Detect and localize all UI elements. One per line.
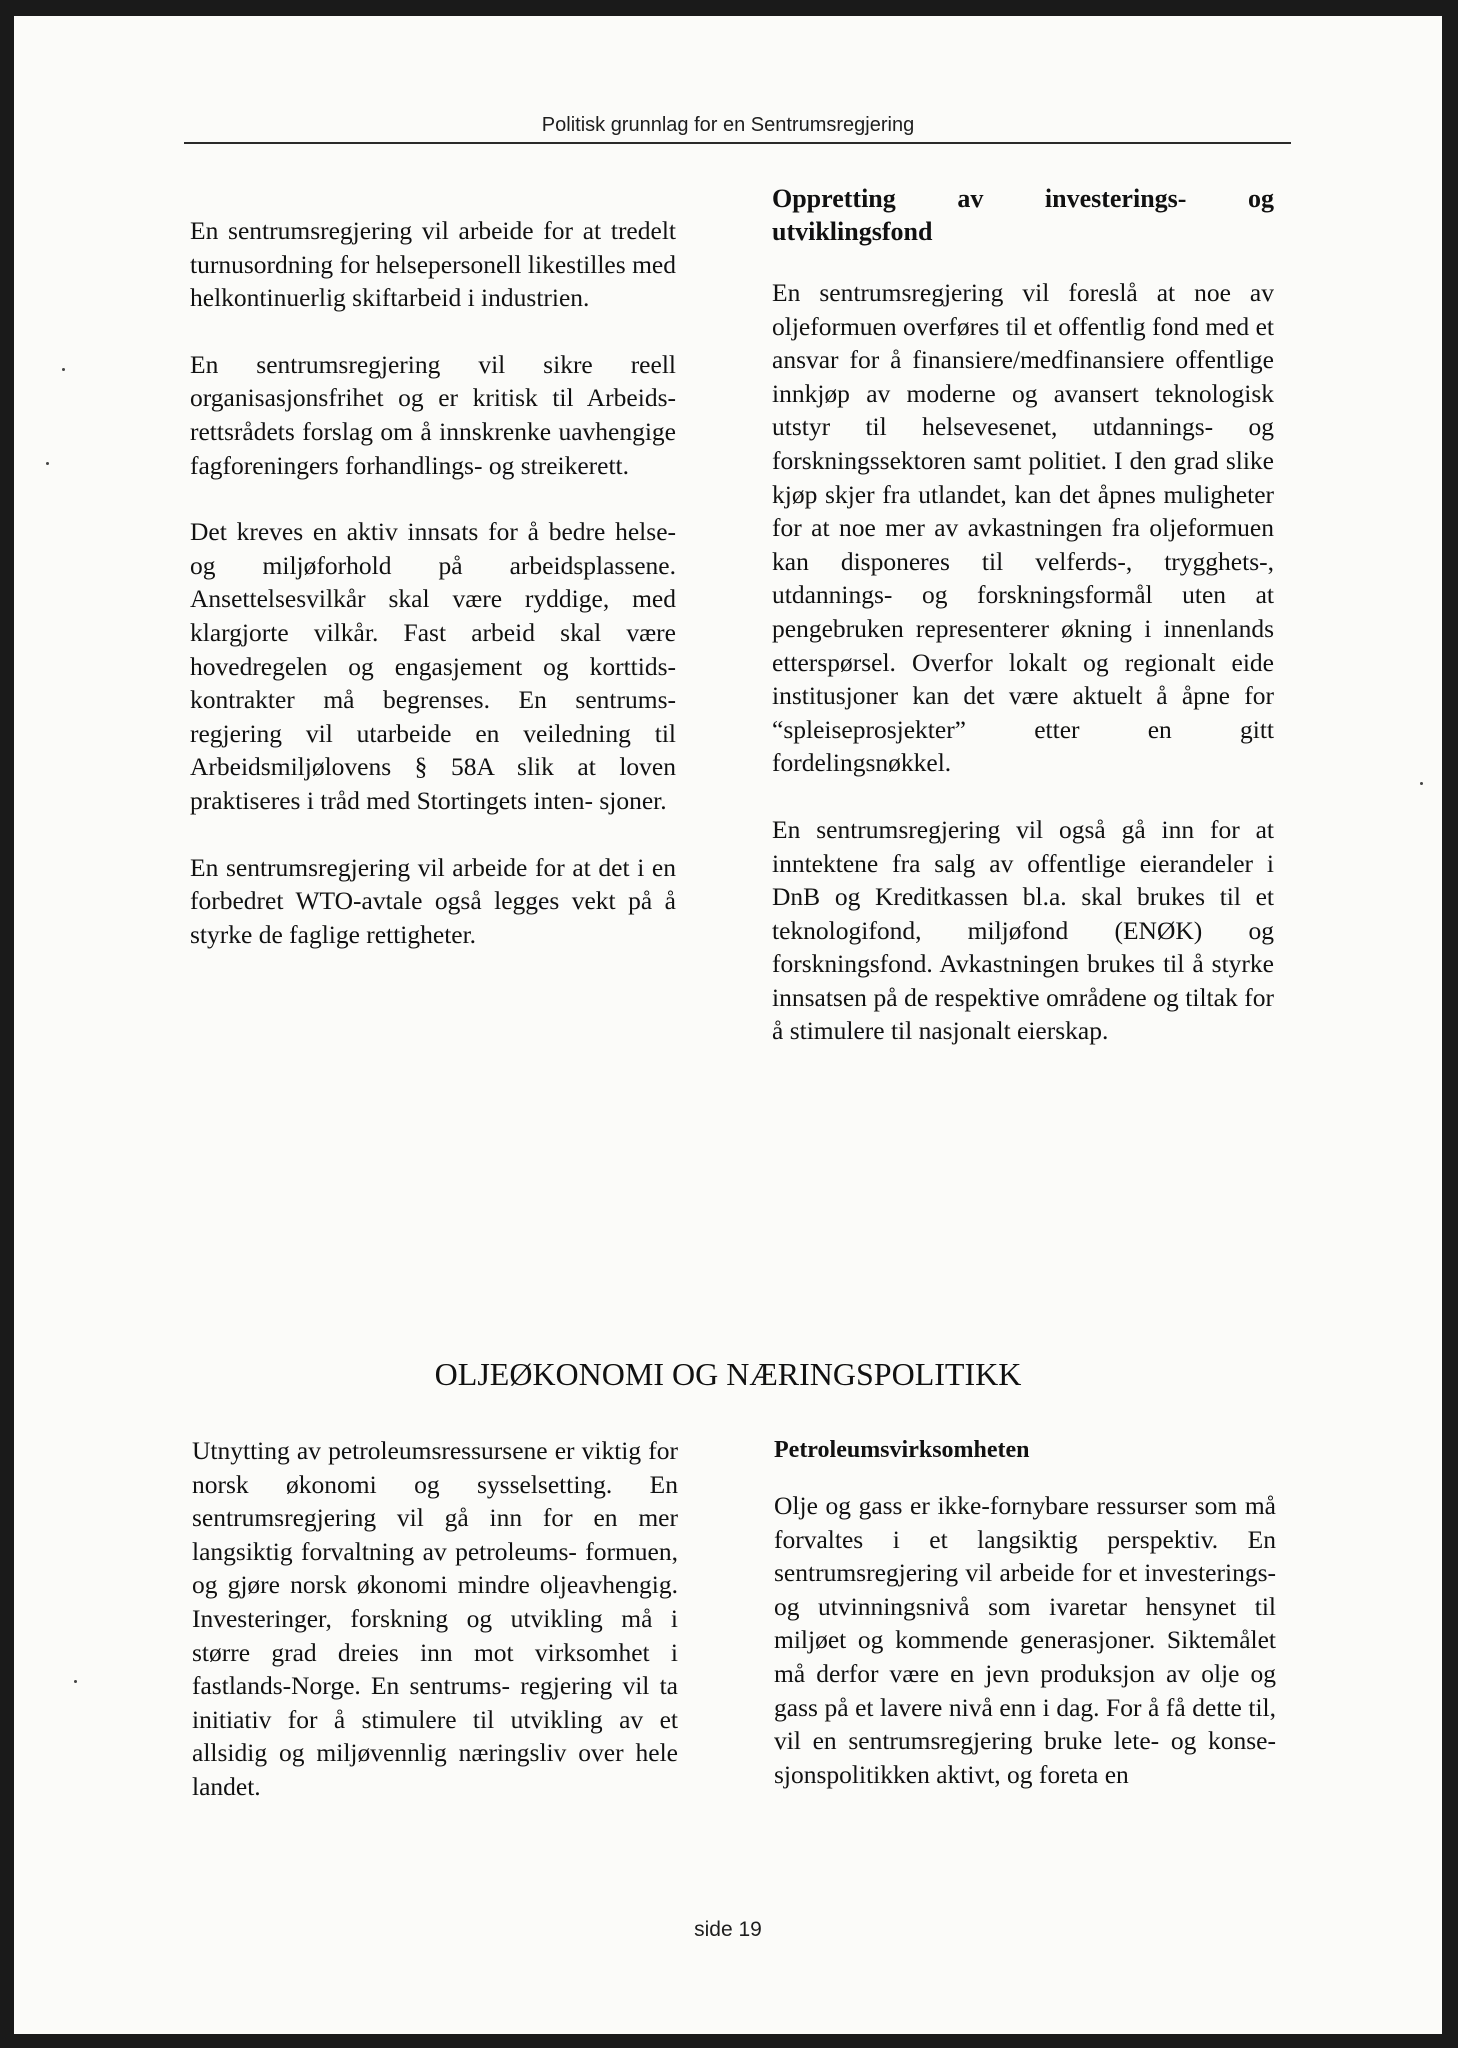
bottom-left-column xyxy=(192,1434,678,1837)
scan-speck xyxy=(62,368,65,371)
paragraph: En sentrumsregjering vil arbeide for at tredelt turnusordning for helsepersonell likestilles med helkontinuerlig skiftarbeid i industrien. xyxy=(190,216,676,313)
document-page xyxy=(14,16,1442,2034)
header-rule xyxy=(184,142,1291,144)
paragraph: En sentrumsregjering vil sikre reell organisasjonsfrihet og er kritisk til Arbeids- rettsrådets forslag om å innskrenke uavhengige fagforeningers forhandlings- og streikerett. xyxy=(190,349,676,480)
running-header: Politisk grunnlag for en Sentrumsregjering xyxy=(541,114,915,136)
paragraph: En sentrumsregjering vil også gå inn for at inntektene fra salg av offentlige eierandeler i DnB og Kreditkassen bl.a. skal brukes til et teknologifond, miljøfond (ENØK) og forskningsfond. Avkastningen brukes til å styrke innsatsen på de respektive områdene og tiltak for å stimulere til nasjonalt eierskap. xyxy=(772,814,1274,1046)
page-number: side 19 xyxy=(694,1918,762,1941)
scan-speck xyxy=(1420,782,1423,785)
paragraph: En sentrumsregjering vil arbeide for at det i en forbedret WTO-avtale også legges vekt på å styrke de faglige rettigheter. xyxy=(190,852,676,949)
paragraph: Utnytting av petroleumsressursene er viktig for norsk økonomi og sysselsetting. En sentrumsregjering vil gå inn for en mer langsiktig forvaltning av petroleums- formuen, og gjøre norsk økonomi mindre oljeavhengig. Investeringer, forskning og utvikling må i større grad dreies inn mot virksomhet i fastlands-Norge. En sentrums- regjering vil ta initiativ for å stimulere til utvikling av et allsidig og miljøvennlig næringsliv over hele landet. xyxy=(192,1436,678,1801)
paragraph: Det kreves en aktiv innsats for å bedre helse- og miljøforhold på arbeidsplassene. Ansettelsesvilkår skal være ryddige, med klargjorte vilkår. Fast arbeid skal være hovedregelen og engasjement og korttids- kontrakter må begrenses. En sentrums- regjering vil utarbeide en veiledning til Arbeidsmiljølovens § 58A slik at loven praktiseres i tråd med Stortingets inten- sjoner. xyxy=(190,517,676,815)
paragraph: En sentrumsregjering vil foreslå at noe av oljeformuen overføres til et offentlig fond med et ansvar for å finansiere/medfinansiere offentlige innkjøp av moderne og avansert teknologisk utstyr til helsevesenet, utdannings- og forskningssektoren samt politiet. I den grad slike kjøp skjer fra utlandet, kan det åpnes muligheter for at noe mer av avkastningen fra oljeformuen kan disponeres til velferds-, trygghets-, utdannings- og forskningsformål uten at pengebruken representerer økning i innenlands etterspørsel. Overfor lokalt og regionalt eide institusjoner kan det være aktuelt å åpne for “spleiseprosjekter” etter en gitt fordelingsnøkkel. xyxy=(772,278,1274,778)
top-right-column xyxy=(772,182,1274,1081)
subsection-heading: Oppretting av investerings- og utviklingsfond xyxy=(772,184,1274,246)
bottom-right-column xyxy=(774,1434,1276,1824)
scan-speck xyxy=(46,462,49,465)
top-left-column xyxy=(190,214,676,984)
subsection-heading: Petroleumsvirksomheten xyxy=(774,1437,1030,1463)
section-title: OLJEØKONOMI OG NÆRINGSPOLITIKK xyxy=(434,1356,1022,1392)
scan-speck xyxy=(74,1680,77,1683)
paragraph: Olje og gass er ikke-fornybare ressurser som må forvaltes i et langsiktig perspektiv. En sentrumsregjering vil arbeide for et investerings- og utvinningsnivå som ivaretar hensynet til miljøet og kommende generasjoner. Siktemålet må derfor være en jevn produksjon av olje og gass på et lavere nivå enn i dag. For å få dette til, vil en sentrumsregjering bruke lete- og konse- sjonspolitikken aktivt, og foreta en xyxy=(774,1491,1276,1789)
